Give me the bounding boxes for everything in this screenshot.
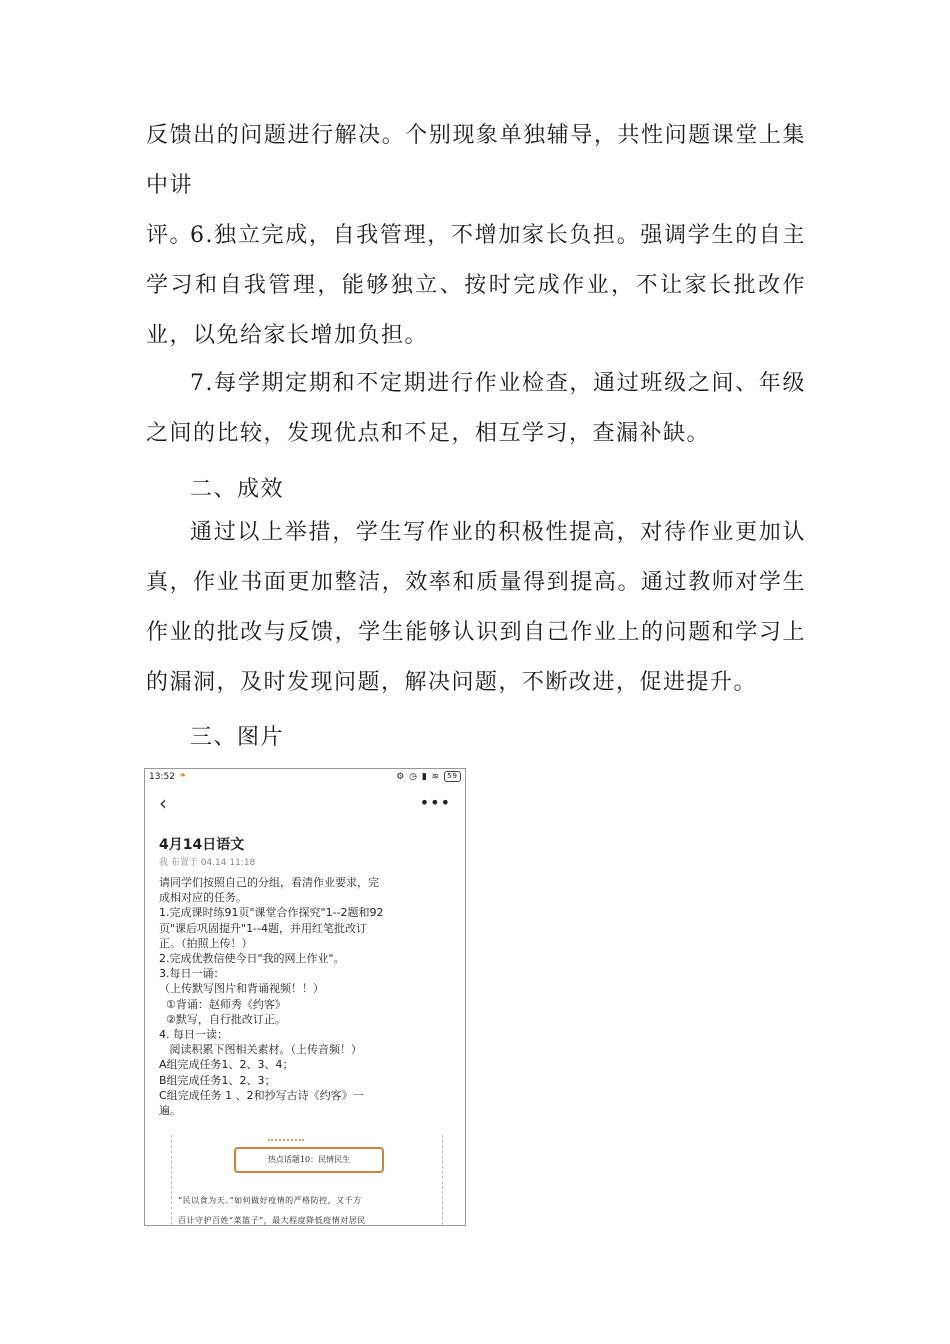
back-icon[interactable]: ‹ — [159, 791, 167, 815]
assignment-line: ①背诵：赵师秀《约客》 — [159, 997, 286, 1011]
battery-icon: 59 — [444, 771, 461, 782]
status-time: 13:52 — [149, 772, 175, 782]
assignment-line: ②默写，自行批改订正。 — [159, 1012, 286, 1026]
material-text-line: “民以食为天。”如何做好疫情的严格防控，又千方 — [178, 1196, 362, 1205]
assignment-line: 遍。 — [159, 1104, 181, 1118]
assignment-line: 2.完成优教信使今日"我的网上作业"。 — [159, 952, 345, 966]
more-options-icon[interactable]: ••• — [419, 793, 451, 812]
decorative-stripes — [268, 1139, 304, 1143]
status-icons — [396, 771, 461, 782]
assignment-line: 3.每日一诵： — [159, 967, 225, 981]
assignment-line: 4. 每日一读： — [159, 1028, 228, 1042]
assignment-meta: 我 布置于 04.14 11:18 — [159, 858, 256, 868]
assignment-line: 1.完成课时练91页"课堂合作探究"1--2题和92 — [159, 906, 384, 920]
assignment-line: C组完成任务 1 、2和抄写古诗《约客》一 — [159, 1088, 364, 1102]
material-text-line: 百计守护百姓“菜篮子”，最大程度降低疫情对居民 — [178, 1216, 366, 1225]
assignment-line: 正。（拍照上传！） — [159, 936, 253, 950]
assignment-line: A组完成任务1、2、3、4； — [159, 1058, 294, 1072]
assignment-line: （上传默写图片和背诵视频！！） — [159, 982, 324, 996]
paragraph-results: 通过以上举措，学生写作业的积极性提高，对待作业更加认真，作业书面更加整洁，效率和质量得到提高。通过教师对学生作业的批改与反馈，学生能够认识到自己作业上的问题和学习上的漏洞，及时发现问题，解决问题，不断改进，促进提升。 — [146, 520, 806, 695]
paragraph-line: 反馈出的问题进行解决。个别现象单独辅导，共性问题课堂上集中讲 — [146, 123, 806, 198]
assignment-line: B组完成任务1、2、3； — [159, 1073, 276, 1087]
assignment-title: 4月14日语文 — [159, 837, 245, 853]
material-image[interactable] — [171, 1135, 443, 1226]
assignment-line: 阅读积累下图相关素材。（上传音频！） — [159, 1043, 362, 1057]
status-bar — [149, 771, 461, 785]
paragraph-item-6: 6.独立完成，自我管理，不增加家长负担。强调学生的自主学习和自我管理，能够独立、按时完成作业，不让家长批改作业，以免给家长增加负担。 — [146, 223, 806, 348]
topic-badge: 热点话题10：民情民生 — [234, 1147, 384, 1173]
paragraph-line: 评。 — [146, 223, 194, 248]
phone-screenshot — [144, 768, 466, 1226]
assignment-body — [159, 875, 455, 1118]
section-heading-images: 三、图片 — [190, 725, 285, 750]
assignment-line: 页"课后巩固提升"1--4题，并用红笔批改订 — [159, 921, 368, 935]
paragraph-item-7: 7.每学期定期和不定期进行作业检查，通过班级之间、年级之间的比较，发现优点和不足，相互学习，查漏补缺。 — [146, 371, 806, 446]
assignment-line: 成相对应的任务。 — [159, 891, 247, 905]
status-indicator-icons: ⚙ ◷ ▮ ≋ — [396, 772, 441, 782]
leaf-icon: ❧ — [179, 771, 187, 781]
assignment-line: 请同学们按照自己的分组，看清作业要求，完 — [159, 876, 379, 889]
section-heading-results: 二、成效 — [190, 477, 285, 502]
